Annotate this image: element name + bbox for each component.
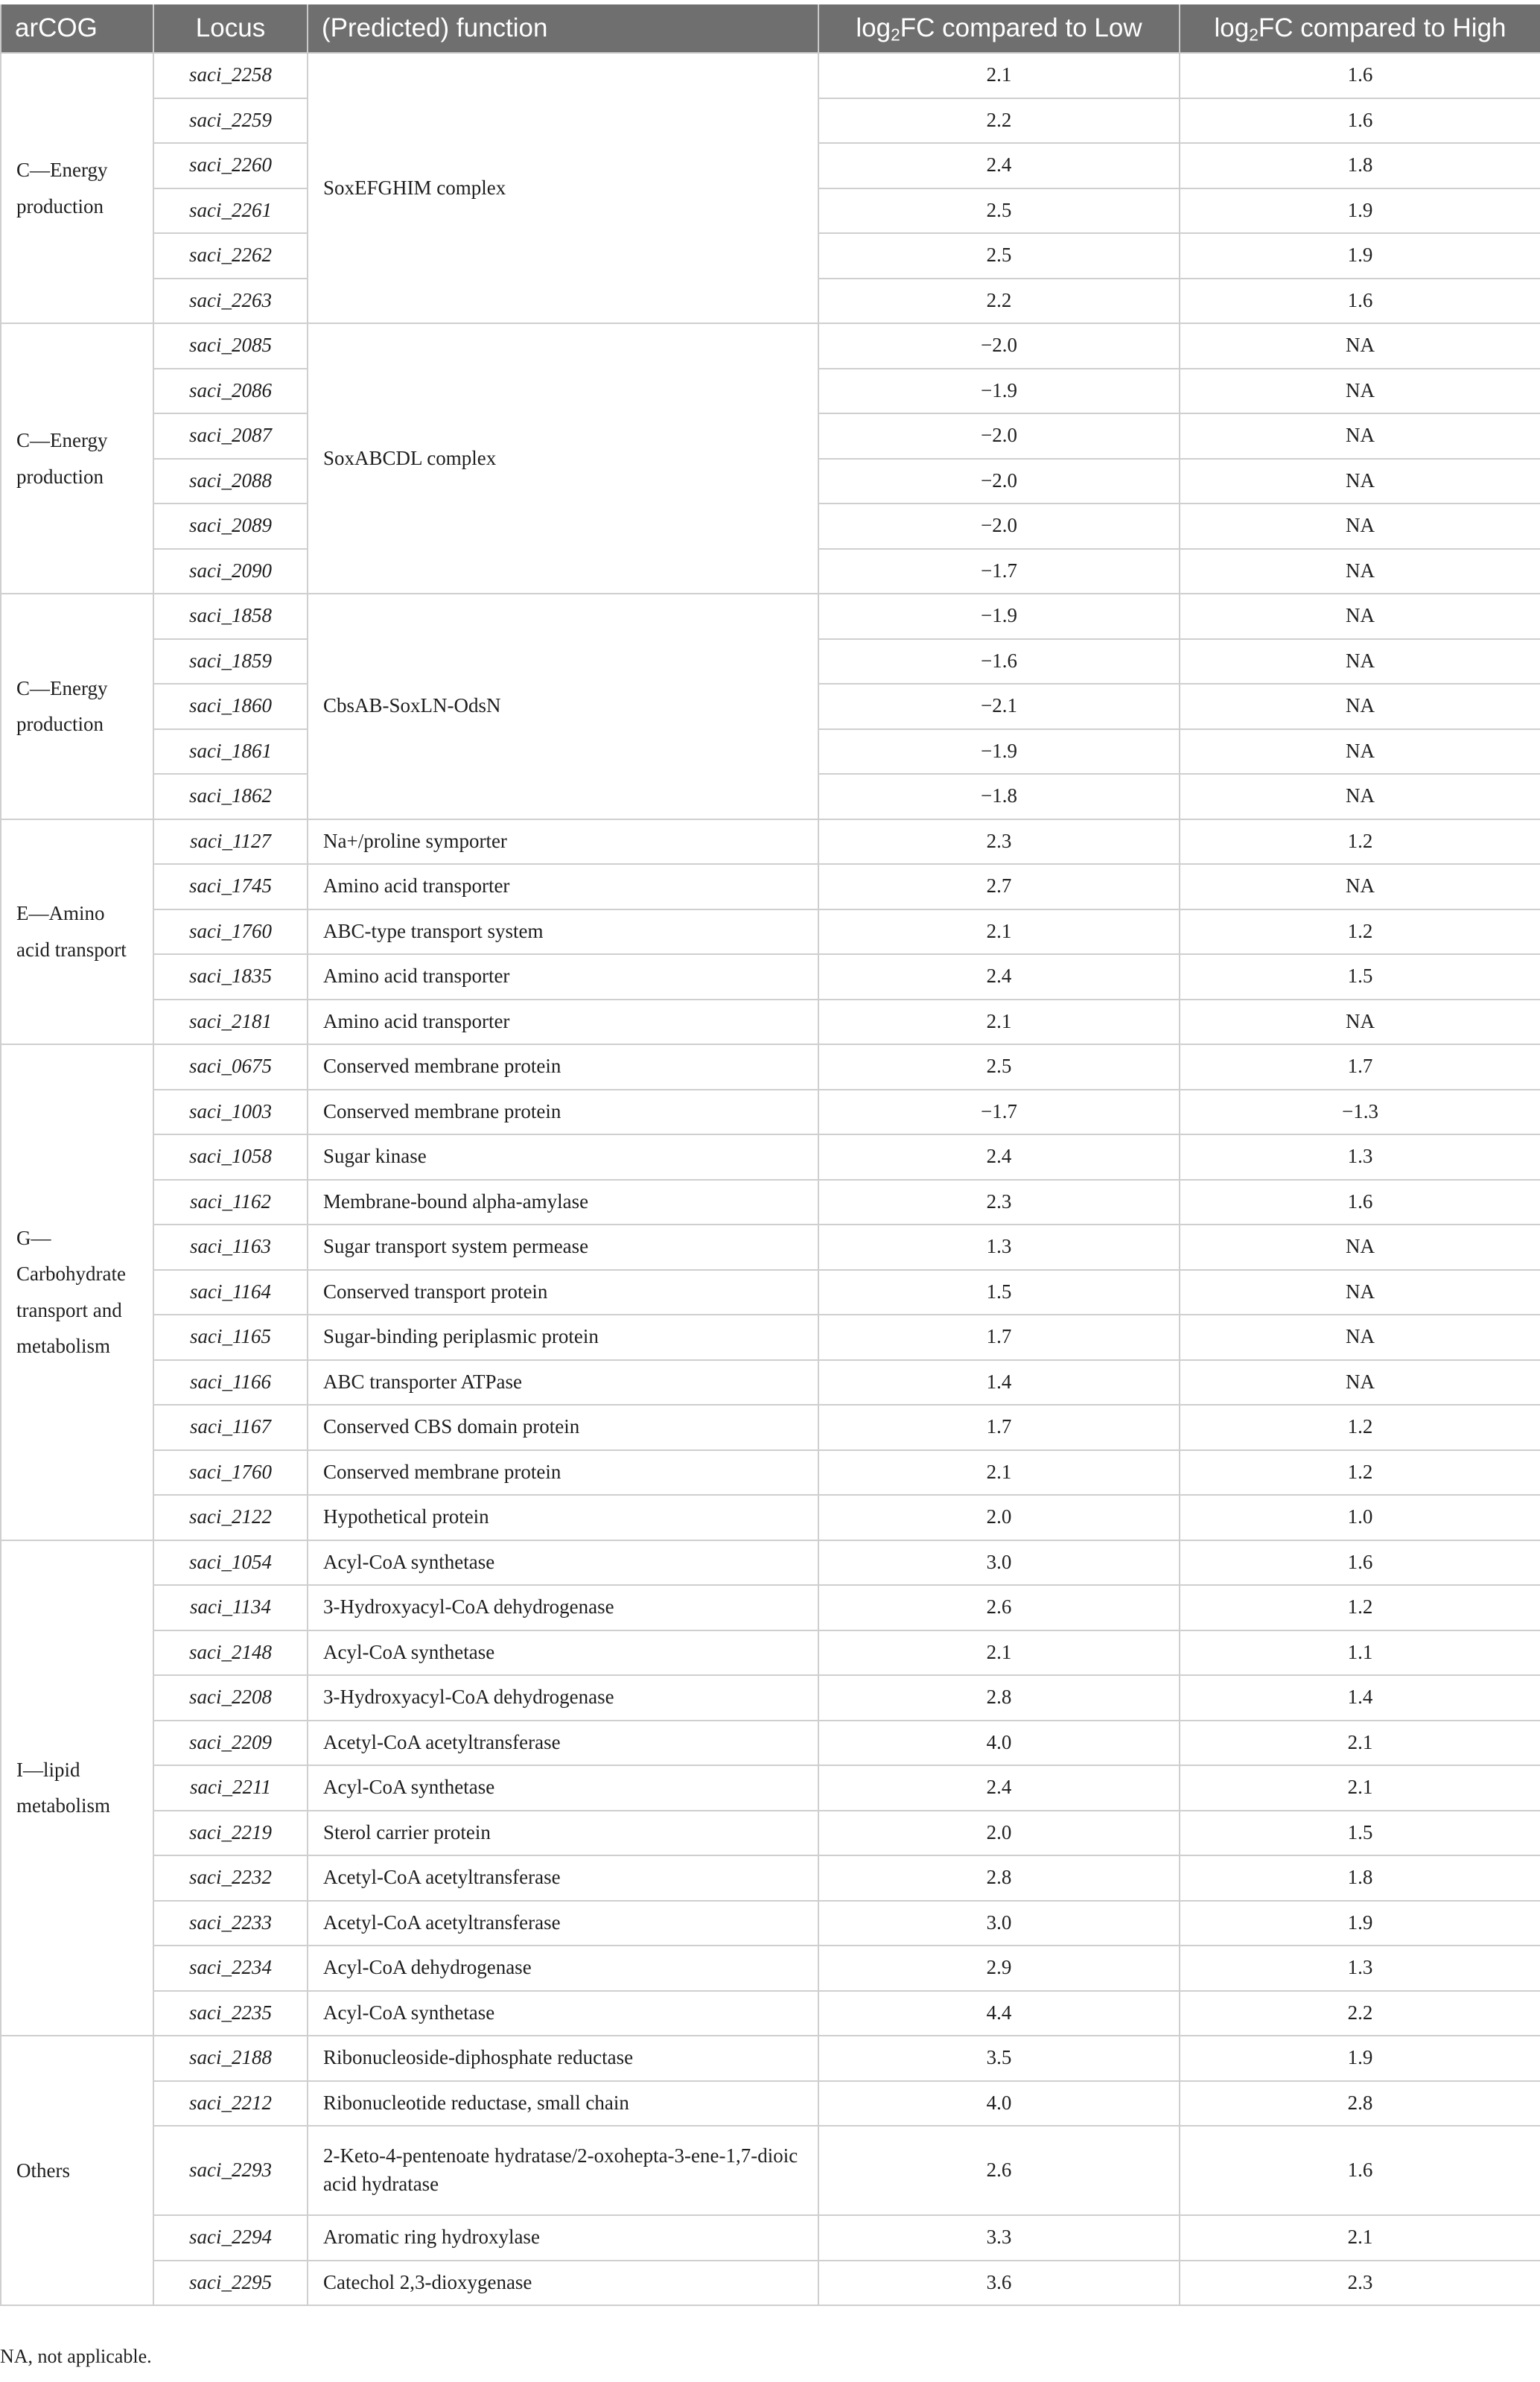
- log2fc-high-cell: 1.9: [1180, 1901, 1540, 1946]
- table-footnote: NA, not applicable.: [0, 2346, 152, 2367]
- header-low-suffix: FC compared to Low: [900, 13, 1142, 42]
- table-row: [1, 1811, 1540, 1856]
- log2fc-low-cell: −2.0: [818, 323, 1180, 369]
- function-cell: Conserved membrane protein: [308, 1450, 818, 1496]
- log2fc-low-cell: 2.5: [818, 1044, 1180, 1090]
- locus-cell: saci_2258: [153, 53, 308, 98]
- locus-cell: saci_1054: [153, 1540, 308, 1586]
- table-row: [1, 1270, 1540, 1315]
- locus-cell: saci_1167: [153, 1405, 308, 1450]
- table-row: [1, 1675, 1540, 1721]
- locus-cell: saci_1760: [153, 909, 308, 955]
- log2fc-high-cell: 2.1: [1180, 1721, 1540, 1766]
- log2fc-low-cell: −2.1: [818, 684, 1180, 729]
- locus-cell: saci_2235: [153, 1991, 308, 2036]
- log2fc-high-cell: 1.2: [1180, 1405, 1540, 1450]
- locus-cell: saci_2261: [153, 188, 308, 234]
- log2fc-high-cell: NA: [1180, 684, 1540, 729]
- log2fc-low-cell: −2.0: [818, 504, 1180, 549]
- log2fc-high-cell: 1.3: [1180, 1134, 1540, 1180]
- function-cell: Ribonucleotide reductase, small chain: [308, 2081, 818, 2127]
- log2fc-high-cell: 2.3: [1180, 2261, 1540, 2306]
- function-cell: Amino acid transporter: [308, 864, 818, 909]
- table-row: [1, 1630, 1540, 1676]
- table-row: [1, 1585, 1540, 1630]
- log2fc-high-cell: NA: [1180, 323, 1540, 369]
- log2fc-low-cell: −1.9: [818, 729, 1180, 775]
- log2fc-low-cell: −2.0: [818, 413, 1180, 459]
- table-row: [1, 864, 1540, 909]
- table-row: [1, 1044, 1540, 1090]
- function-cell: Acyl-CoA synthetase: [308, 1991, 818, 2036]
- log2fc-low-cell: 2.6: [818, 2126, 1180, 2215]
- locus-cell: saci_1859: [153, 639, 308, 685]
- locus-cell: saci_1166: [153, 1360, 308, 1406]
- log2fc-high-cell: 1.2: [1180, 1450, 1540, 1496]
- table-row: [1, 2215, 1540, 2261]
- log2fc-low-cell: 3.3: [818, 2215, 1180, 2261]
- arcog-category-cell: C—Energy production: [1, 53, 153, 323]
- table-row: [1, 819, 1540, 865]
- table-row: [1, 53, 1540, 98]
- header-log2fc-low: [818, 4, 1180, 53]
- locus-cell: saci_1862: [153, 774, 308, 819]
- log2fc-high-cell: 1.2: [1180, 909, 1540, 955]
- log2fc-low-cell: −1.7: [818, 1090, 1180, 1135]
- table-row: [1, 909, 1540, 955]
- header-high-prefix: log: [1214, 13, 1250, 42]
- function-cell: Conserved CBS domain protein: [308, 1405, 818, 1450]
- log2fc-low-cell: 2.4: [818, 1765, 1180, 1811]
- locus-cell: saci_1163: [153, 1225, 308, 1270]
- table-row: [1, 323, 1540, 369]
- function-cell: CbsAB-SoxLN-OdsN: [308, 594, 818, 819]
- log2fc-low-cell: 2.3: [818, 819, 1180, 865]
- locus-cell: saci_2263: [153, 279, 308, 324]
- log2fc-low-cell: 3.0: [818, 1540, 1180, 1586]
- table-row: [1, 1000, 1540, 1045]
- log2fc-high-cell: 1.1: [1180, 1630, 1540, 1676]
- log2fc-high-cell: NA: [1180, 1225, 1540, 1270]
- table-row: [1, 1450, 1540, 1496]
- header-locus: Locus: [153, 4, 308, 53]
- log2fc-low-cell: −1.7: [818, 549, 1180, 594]
- log2fc-low-cell: 2.8: [818, 1675, 1180, 1721]
- header-log2fc-high: [1180, 4, 1540, 53]
- function-cell: SoxEFGHIM complex: [308, 53, 818, 323]
- header-arcog: arCOG: [1, 4, 153, 53]
- log2fc-low-cell: 2.1: [818, 53, 1180, 98]
- table-row: [1, 2126, 1540, 2215]
- log2fc-high-cell: 1.3: [1180, 1946, 1540, 1991]
- locus-cell: saci_0675: [153, 1044, 308, 1090]
- log2fc-high-cell: −1.3: [1180, 1090, 1540, 1135]
- log2fc-high-cell: NA: [1180, 369, 1540, 414]
- locus-cell: saci_2260: [153, 143, 308, 188]
- function-cell: 2-Keto-4-pentenoate hydratase/2-oxohepta-3-ene-1,7-dioic acid hydratase: [308, 2126, 818, 2215]
- log2fc-high-cell: 1.4: [1180, 1675, 1540, 1721]
- log2fc-high-cell: 2.8: [1180, 2081, 1540, 2127]
- locus-cell: saci_2087: [153, 413, 308, 459]
- log2fc-high-cell: NA: [1180, 639, 1540, 685]
- function-cell: Acyl-CoA synthetase: [308, 1630, 818, 1676]
- locus-cell: saci_2219: [153, 1811, 308, 1856]
- log2fc-low-cell: 2.4: [818, 143, 1180, 188]
- log2fc-high-cell: NA: [1180, 1000, 1540, 1045]
- table-row: [1, 1134, 1540, 1180]
- locus-cell: saci_2212: [153, 2081, 308, 2127]
- log2fc-high-cell: 1.6: [1180, 53, 1540, 98]
- locus-cell: saci_1127: [153, 819, 308, 865]
- log2fc-low-cell: 2.0: [818, 1495, 1180, 1540]
- locus-cell: saci_2148: [153, 1630, 308, 1676]
- log2fc-high-cell: NA: [1180, 864, 1540, 909]
- locus-cell: saci_1760: [153, 1450, 308, 1496]
- header-high-suffix: FC compared to High: [1258, 13, 1506, 42]
- table-row: [1, 1180, 1540, 1225]
- arcog-category-cell: Others: [1, 2036, 153, 2305]
- log2fc-low-cell: 2.1: [818, 909, 1180, 955]
- log2fc-low-cell: −1.6: [818, 639, 1180, 685]
- log2fc-high-cell: NA: [1180, 1360, 1540, 1406]
- header-low-prefix: log: [856, 13, 891, 42]
- table-row: [1, 2261, 1540, 2306]
- locus-cell: saci_2181: [153, 1000, 308, 1045]
- arcog-category-cell: C—Energy production: [1, 594, 153, 819]
- locus-cell: saci_1162: [153, 1180, 308, 1225]
- table-row: [1, 1225, 1540, 1270]
- log2fc-low-cell: 2.6: [818, 1585, 1180, 1630]
- table-row: [1, 1090, 1540, 1135]
- log2fc-high-cell: 1.0: [1180, 1495, 1540, 1540]
- gene-expression-table: [0, 4, 1540, 2306]
- function-cell: Hypothetical protein: [308, 1495, 818, 1540]
- log2fc-low-cell: 2.1: [818, 1450, 1180, 1496]
- locus-cell: saci_1745: [153, 864, 308, 909]
- log2fc-low-cell: 2.1: [818, 1000, 1180, 1045]
- arcog-category-cell: I—lipid metabolism: [1, 1540, 153, 2036]
- log2fc-high-cell: 1.2: [1180, 1585, 1540, 1630]
- log2fc-low-cell: 1.7: [818, 1405, 1180, 1450]
- function-cell: 3-Hydroxyacyl-CoA dehydrogenase: [308, 1585, 818, 1630]
- table-row: [1, 1540, 1540, 1586]
- locus-cell: saci_2089: [153, 504, 308, 549]
- log2fc-high-cell: NA: [1180, 1315, 1540, 1360]
- log2fc-low-cell: 1.7: [818, 1315, 1180, 1360]
- log2fc-low-cell: 3.6: [818, 2261, 1180, 2306]
- locus-cell: saci_2208: [153, 1675, 308, 1721]
- locus-cell: saci_2188: [153, 2036, 308, 2081]
- function-cell: Conserved membrane protein: [308, 1090, 818, 1135]
- locus-cell: saci_1835: [153, 954, 308, 1000]
- log2fc-high-cell: NA: [1180, 1270, 1540, 1315]
- locus-cell: saci_2262: [153, 233, 308, 279]
- log2fc-high-cell: 1.9: [1180, 188, 1540, 234]
- table-row: [1, 1901, 1540, 1946]
- locus-cell: saci_2234: [153, 1946, 308, 1991]
- locus-cell: saci_2209: [153, 1721, 308, 1766]
- log2fc-low-cell: 4.4: [818, 1991, 1180, 2036]
- log2fc-low-cell: 3.5: [818, 2036, 1180, 2081]
- function-cell: Sugar transport system permease: [308, 1225, 818, 1270]
- log2fc-high-cell: NA: [1180, 549, 1540, 594]
- log2fc-low-cell: 2.5: [818, 233, 1180, 279]
- log2fc-high-cell: NA: [1180, 774, 1540, 819]
- log2fc-low-cell: −1.9: [818, 594, 1180, 639]
- log2fc-low-cell: 2.9: [818, 1946, 1180, 1991]
- log2fc-high-cell: NA: [1180, 413, 1540, 459]
- table-row: [1, 1765, 1540, 1811]
- function-cell: Sugar-binding periplasmic protein: [308, 1315, 818, 1360]
- table-row: [1, 1855, 1540, 1901]
- log2fc-low-cell: −2.0: [818, 459, 1180, 504]
- function-cell: Membrane-bound alpha-amylase: [308, 1180, 818, 1225]
- function-cell: Acyl-CoA synthetase: [308, 1540, 818, 1586]
- table-row: [1, 1405, 1540, 1450]
- table-row: [1, 954, 1540, 1000]
- log2fc-high-cell: 2.1: [1180, 1765, 1540, 1811]
- log2fc-low-cell: 2.1: [818, 1630, 1180, 1676]
- locus-cell: saci_2122: [153, 1495, 308, 1540]
- table-row: [1, 594, 1540, 639]
- log2fc-low-cell: 4.0: [818, 2081, 1180, 2127]
- table-row: [1, 2081, 1540, 2127]
- log2fc-high-cell: 1.6: [1180, 2126, 1540, 2215]
- log2fc-high-cell: NA: [1180, 459, 1540, 504]
- function-cell: Sugar kinase: [308, 1134, 818, 1180]
- log2fc-low-cell: 4.0: [818, 1721, 1180, 1766]
- locus-cell: saci_2293: [153, 2126, 308, 2215]
- locus-cell: saci_1003: [153, 1090, 308, 1135]
- locus-cell: saci_2233: [153, 1901, 308, 1946]
- log2fc-high-cell: 2.2: [1180, 1991, 1540, 2036]
- log2fc-high-cell: 1.9: [1180, 233, 1540, 279]
- function-cell: Amino acid transporter: [308, 954, 818, 1000]
- table-row: [1, 1991, 1540, 2036]
- log2fc-high-cell: 1.6: [1180, 279, 1540, 324]
- log2fc-low-cell: 2.3: [818, 1180, 1180, 1225]
- function-cell: Conserved transport protein: [308, 1270, 818, 1315]
- table-row: [1, 1946, 1540, 1991]
- arcog-category-cell: G—Carbohydrate transport and metabolism: [1, 1044, 153, 1540]
- log2fc-high-cell: NA: [1180, 729, 1540, 775]
- function-cell: Conserved membrane protein: [308, 1044, 818, 1090]
- log2fc-high-cell: 1.9: [1180, 2036, 1540, 2081]
- log2fc-low-cell: 2.4: [818, 954, 1180, 1000]
- log2fc-low-cell: 2.5: [818, 188, 1180, 234]
- locus-cell: saci_2294: [153, 2215, 308, 2261]
- log2fc-low-cell: 2.2: [818, 279, 1180, 324]
- log2fc-high-cell: 2.1: [1180, 2215, 1540, 2261]
- locus-cell: saci_2088: [153, 459, 308, 504]
- locus-cell: saci_1861: [153, 729, 308, 775]
- log2fc-low-cell: 2.2: [818, 98, 1180, 144]
- locus-cell: saci_2295: [153, 2261, 308, 2306]
- table-row: [1, 1315, 1540, 1360]
- log2fc-high-cell: 1.5: [1180, 954, 1540, 1000]
- locus-cell: saci_2259: [153, 98, 308, 144]
- locus-cell: saci_2085: [153, 323, 308, 369]
- header-low-sub: 2: [891, 25, 900, 45]
- locus-cell: saci_1164: [153, 1270, 308, 1315]
- function-cell: Acyl-CoA dehydrogenase: [308, 1946, 818, 1991]
- log2fc-low-cell: 2.4: [818, 1134, 1180, 1180]
- function-cell: 3-Hydroxyacyl-CoA dehydrogenase: [308, 1675, 818, 1721]
- table-row: [1, 1721, 1540, 1766]
- table-header: [1, 4, 1540, 53]
- log2fc-high-cell: 1.7: [1180, 1044, 1540, 1090]
- locus-cell: saci_2086: [153, 369, 308, 414]
- table-row: [1, 2036, 1540, 2081]
- function-cell: Ribonucleoside-diphosphate reductase: [308, 2036, 818, 2081]
- log2fc-high-cell: NA: [1180, 594, 1540, 639]
- log2fc-high-cell: 1.8: [1180, 143, 1540, 188]
- function-cell: Na+/proline symporter: [308, 819, 818, 865]
- log2fc-low-cell: 2.0: [818, 1811, 1180, 1856]
- log2fc-high-cell: 1.2: [1180, 819, 1540, 865]
- log2fc-high-cell: 1.6: [1180, 98, 1540, 144]
- function-cell: Catechol 2,3-dioxygenase: [308, 2261, 818, 2306]
- log2fc-low-cell: 2.7: [818, 864, 1180, 909]
- function-cell: Acetyl-CoA acetyltransferase: [308, 1855, 818, 1901]
- log2fc-low-cell: 1.4: [818, 1360, 1180, 1406]
- locus-cell: saci_1860: [153, 684, 308, 729]
- function-cell: ABC transporter ATPase: [308, 1360, 818, 1406]
- locus-cell: saci_1165: [153, 1315, 308, 1360]
- locus-cell: saci_1858: [153, 594, 308, 639]
- function-cell: Sterol carrier protein: [308, 1811, 818, 1856]
- locus-cell: saci_1058: [153, 1134, 308, 1180]
- log2fc-high-cell: 1.8: [1180, 1855, 1540, 1901]
- table-body: [1, 53, 1540, 2305]
- log2fc-low-cell: 1.3: [818, 1225, 1180, 1270]
- log2fc-low-cell: −1.8: [818, 774, 1180, 819]
- header-function: (Predicted) function: [308, 4, 818, 53]
- arcog-category-cell: E—Amino acid transport: [1, 819, 153, 1045]
- locus-cell: saci_2211: [153, 1765, 308, 1811]
- function-cell: Acetyl-CoA acetyltransferase: [308, 1721, 818, 1766]
- function-cell: ABC-type transport system: [308, 909, 818, 955]
- log2fc-low-cell: 2.8: [818, 1855, 1180, 1901]
- log2fc-low-cell: 3.0: [818, 1901, 1180, 1946]
- log2fc-high-cell: 1.6: [1180, 1540, 1540, 1586]
- log2fc-high-cell: 1.5: [1180, 1811, 1540, 1856]
- locus-cell: saci_2090: [153, 549, 308, 594]
- table-row: [1, 1360, 1540, 1406]
- log2fc-low-cell: −1.9: [818, 369, 1180, 414]
- log2fc-low-cell: 1.5: [818, 1270, 1180, 1315]
- locus-cell: saci_2232: [153, 1855, 308, 1901]
- function-cell: Acyl-CoA synthetase: [308, 1765, 818, 1811]
- table-row: [1, 1495, 1540, 1540]
- function-cell: Amino acid transporter: [308, 1000, 818, 1045]
- log2fc-high-cell: 1.6: [1180, 1180, 1540, 1225]
- header-high-sub: 2: [1249, 25, 1259, 45]
- function-cell: SoxABCDL complex: [308, 323, 818, 594]
- log2fc-high-cell: NA: [1180, 504, 1540, 549]
- arcog-category-cell: C—Energy production: [1, 323, 153, 594]
- function-cell: Aromatic ring hydroxylase: [308, 2215, 818, 2261]
- function-cell: Acetyl-CoA acetyltransferase: [308, 1901, 818, 1946]
- locus-cell: saci_1134: [153, 1585, 308, 1630]
